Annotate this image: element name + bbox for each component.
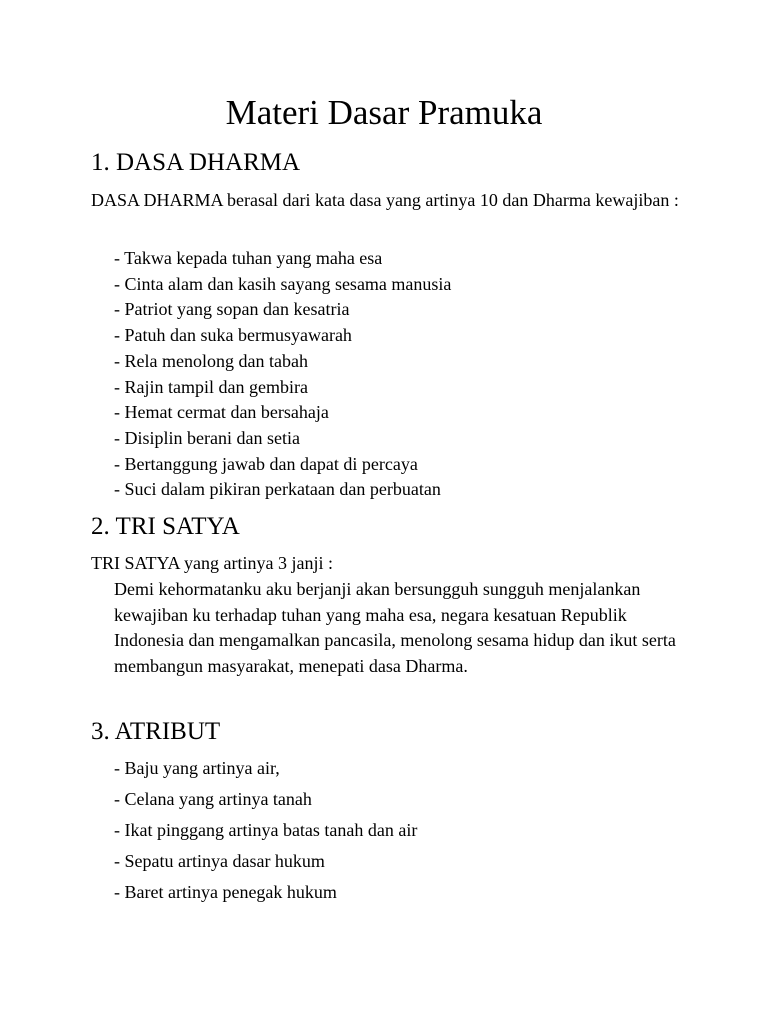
section-heading-dasa-dharma: 1. DASA DHARMA bbox=[91, 149, 301, 176]
list-item: - Hemat cermat dan bersahaja bbox=[114, 402, 329, 423]
list-item: - Patuh dan suka bermusyawarah bbox=[114, 325, 352, 346]
tri-satya-pledge: Demi kehormatanku aku berjanji akan bersungguh sungguh menjalankan kewajiban ku terhadap tuhan yang maha esa, negara kesatuan Republik Indonesia dan mengamalkan pancasila, menolong sesama hidup dan ikut serta membangun masyarakat, menepati dasa Dharma. bbox=[114, 579, 676, 676]
list-item: - Patriot yang sopan dan kesatria bbox=[114, 299, 350, 320]
atribut-list bbox=[114, 753, 417, 908]
list-item: - Bertanggung jawab dan dapat di percaya bbox=[114, 453, 418, 474]
section-heading-atribut: 3. ATRIBUT bbox=[91, 718, 221, 745]
list-item: - Sepatu artinya dasar hukum bbox=[114, 851, 325, 871]
section-intro-dasa-dharma: DASA DHARMA berasal dari kata dasa yang artinya 10 dan Dharma kewajiban : bbox=[91, 190, 679, 210]
section-intro-tri-satya: TRI SATYA yang artinya 3 janji : bbox=[91, 553, 333, 573]
list-item: - Rajin tampil dan gembira bbox=[114, 376, 308, 397]
list-item: - Ikat pinggang artinya batas tanah dan air bbox=[114, 820, 418, 840]
list-item: - Celana yang artinya tanah bbox=[114, 789, 312, 809]
list-item: - Suci dalam pikiran perkataan dan perbuatan bbox=[114, 479, 441, 500]
dasa-dharma-list bbox=[114, 246, 451, 503]
list-item: - Disiplin berani dan setia bbox=[114, 427, 300, 448]
list-item: - Cinta alam dan kasih sayang sesama manusia bbox=[114, 273, 452, 294]
page-title: Materi Dasar Pramuka bbox=[225, 93, 543, 132]
list-item: - Rela menolong dan tabah bbox=[114, 350, 308, 371]
section-heading-tri-satya: 2. TRI SATYA bbox=[91, 513, 240, 540]
list-item: - Baret artinya penegak hukum bbox=[114, 882, 337, 902]
list-item: - Baju yang artinya air, bbox=[114, 758, 280, 778]
list-item: - Takwa kepada tuhan yang maha esa bbox=[114, 248, 383, 268]
